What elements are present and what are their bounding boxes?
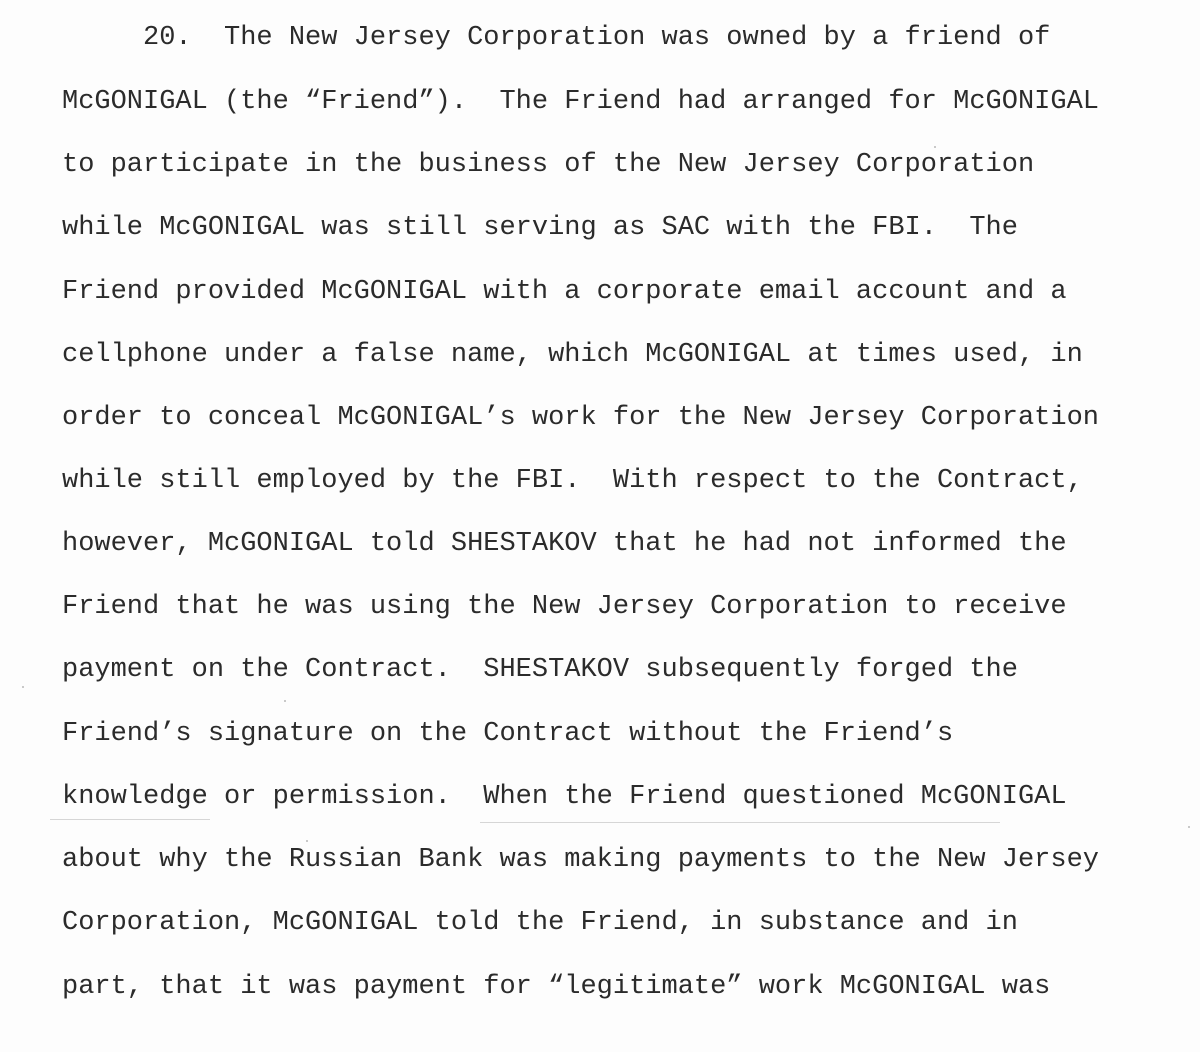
- paragraph-line: Corporation, McGONIGAL told the Friend, in substance and in: [62, 908, 1018, 938]
- paragraph-line: knowledge or permission. When the Friend questioned McGONIGAL: [62, 782, 1067, 812]
- scan-streak: [50, 819, 210, 820]
- paragraph-line: while McGONIGAL was still serving as SAC with the FBI. The: [62, 213, 1018, 243]
- paragraph-line: however, McGONIGAL told SHESTAKOV that he had not informed the: [62, 529, 1067, 559]
- scan-speck: [1188, 826, 1190, 828]
- scan-streak: [480, 822, 1000, 823]
- paragraph-line: McGONIGAL (the “Friend”). The Friend had arranged for McGONIGAL: [62, 87, 1099, 117]
- scan-speck: [306, 840, 308, 842]
- paragraph-line: payment on the Contract. SHESTAKOV subsequently forged the: [62, 655, 1018, 685]
- paragraph-line: order to conceal McGONIGAL’s work for the New Jersey Corporation: [62, 403, 1099, 433]
- paragraph-line: 20. The New Jersey Corporation was owned by a friend of: [62, 23, 1051, 53]
- paragraph-line: while still employed by the FBI. With respect to the Contract,: [62, 466, 1083, 496]
- paragraph-line: Friend’s signature on the Contract without the Friend’s: [62, 719, 954, 749]
- paragraph-line: cellphone under a false name, which McGONIGAL at times used, in: [62, 340, 1083, 370]
- paragraph-line: Friend that he was using the New Jersey Corporation to receive: [62, 592, 1067, 622]
- scan-speck: [284, 700, 286, 702]
- scan-speck: [934, 146, 936, 148]
- paragraph-line: about why the Russian Bank was making payments to the New Jersey: [62, 845, 1099, 875]
- scan-speck: [22, 686, 24, 688]
- paragraph-line: Friend provided McGONIGAL with a corporate email account and a: [62, 277, 1067, 307]
- paragraph-line: to participate in the business of the New Jersey Corporation: [62, 150, 1035, 180]
- paragraph-line: part, that it was payment for “legitimate” work McGONIGAL was: [62, 972, 1051, 1002]
